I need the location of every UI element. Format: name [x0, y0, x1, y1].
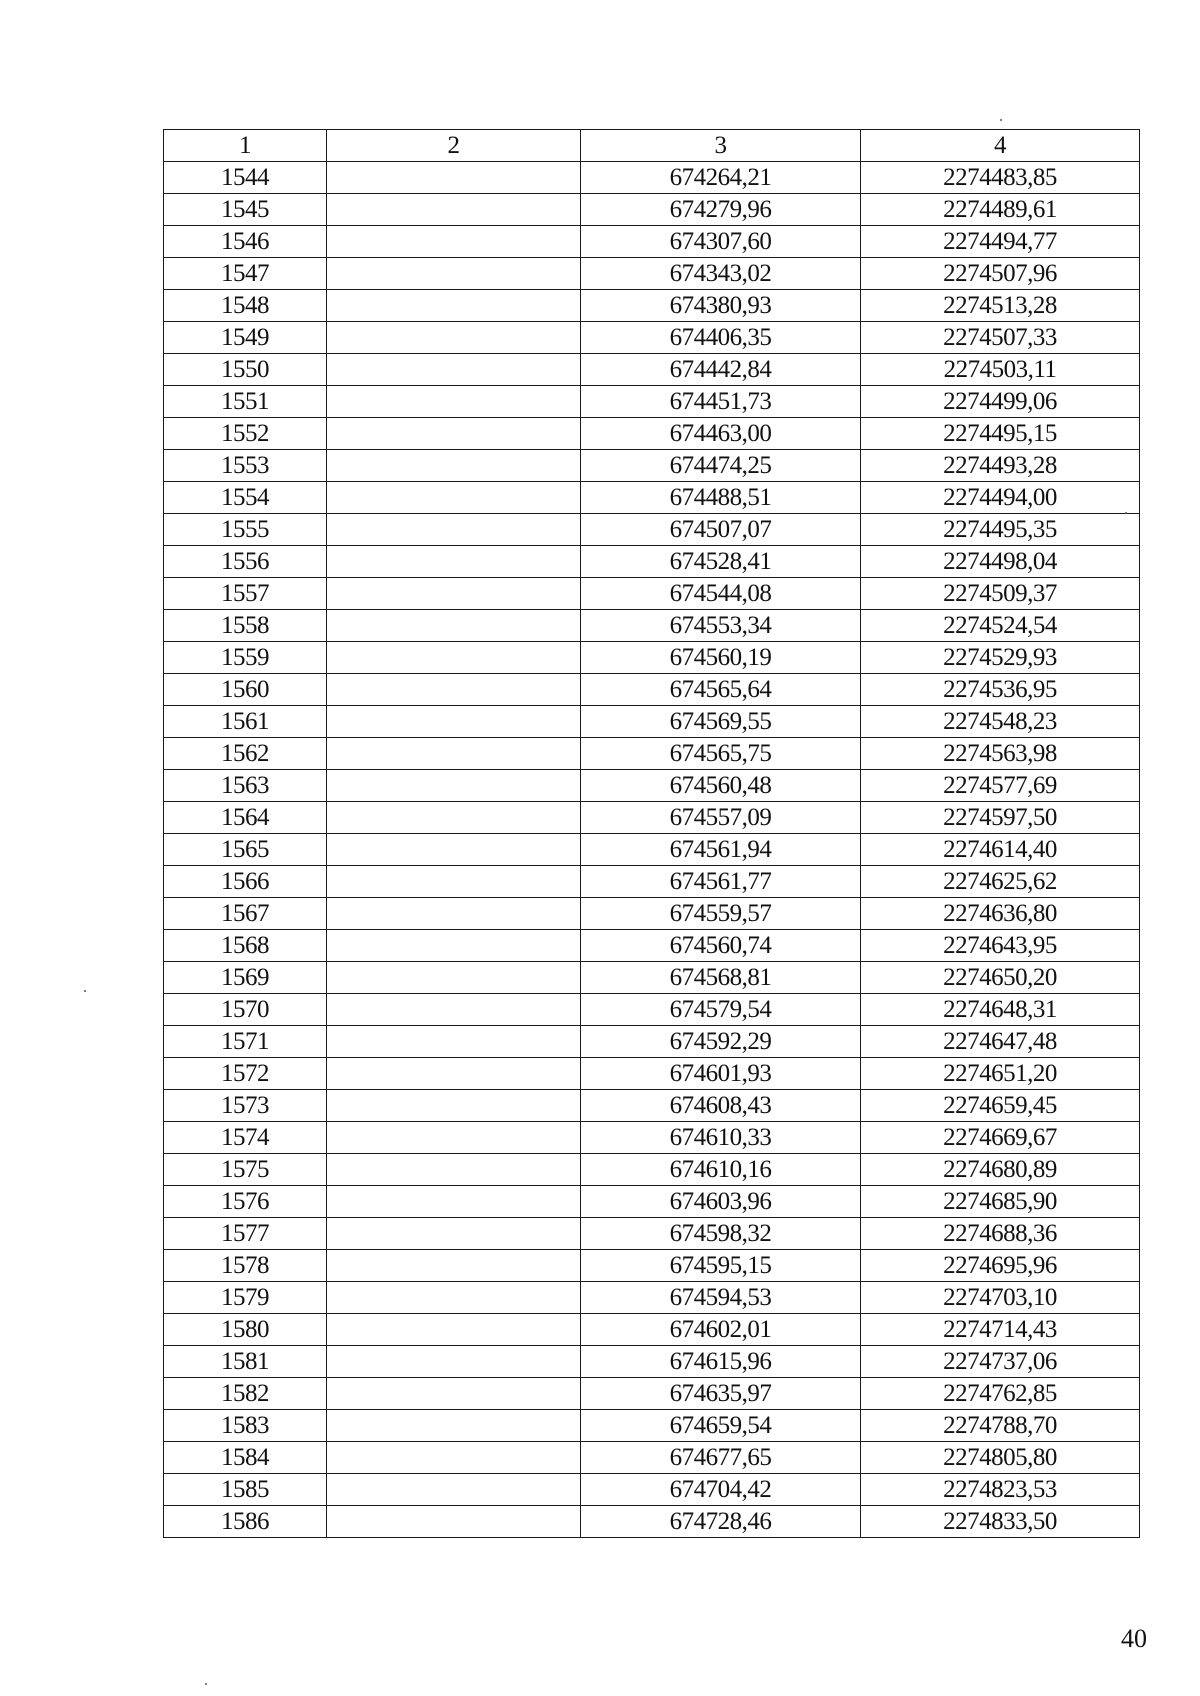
y-coordinate-cell: 2274788,70: [861, 1410, 1140, 1442]
x-coordinate-cell: 674594,53: [581, 1282, 861, 1314]
y-coordinate-cell: 2274524,54: [861, 610, 1140, 642]
point-number-cell: 1555: [164, 514, 327, 546]
x-coordinate-cell: 674507,07: [581, 514, 861, 546]
x-coordinate-cell: 674380,93: [581, 290, 861, 322]
empty-cell: [327, 1474, 581, 1506]
point-number-cell: 1573: [164, 1090, 327, 1122]
x-coordinate-cell: 674598,32: [581, 1218, 861, 1250]
x-coordinate-cell: 674565,64: [581, 674, 861, 706]
x-coordinate-cell: 674307,60: [581, 226, 861, 258]
x-coordinate-cell: 674677,65: [581, 1442, 861, 1474]
x-coordinate-cell: 674463,00: [581, 418, 861, 450]
table-row: [164, 1378, 1140, 1410]
x-coordinate-cell: 674560,48: [581, 770, 861, 802]
coordinates-table: [163, 129, 1140, 1538]
empty-cell: [327, 1250, 581, 1282]
column-header-3: 3: [581, 130, 861, 162]
empty-cell: [327, 802, 581, 834]
x-coordinate-cell: 674406,35: [581, 322, 861, 354]
empty-cell: [327, 1058, 581, 1090]
point-number-cell: 1546: [164, 226, 327, 258]
y-coordinate-cell: 2274833,50: [861, 1506, 1140, 1538]
point-number-cell: 1551: [164, 386, 327, 418]
empty-cell: [327, 674, 581, 706]
empty-cell: [327, 1506, 581, 1538]
point-number-cell: 1562: [164, 738, 327, 770]
table-row: [164, 674, 1140, 706]
y-coordinate-cell: 2274503,11: [861, 354, 1140, 386]
x-coordinate-cell: 674601,93: [581, 1058, 861, 1090]
x-coordinate-cell: 674264,21: [581, 162, 861, 194]
table-row: [164, 866, 1140, 898]
table-row: [164, 1154, 1140, 1186]
table-row: [164, 1314, 1140, 1346]
y-coordinate-cell: 2274563,98: [861, 738, 1140, 770]
point-number-cell: 1548: [164, 290, 327, 322]
table-row: [164, 1218, 1140, 1250]
table-row: [164, 770, 1140, 802]
y-coordinate-cell: 2274625,62: [861, 866, 1140, 898]
y-coordinate-cell: 2274536,95: [861, 674, 1140, 706]
point-number-cell: 1549: [164, 322, 327, 354]
point-number-cell: 1570: [164, 994, 327, 1026]
point-number-cell: 1581: [164, 1346, 327, 1378]
table-row: [164, 354, 1140, 386]
table-row: [164, 482, 1140, 514]
table-header-row: [164, 130, 1140, 162]
x-coordinate-cell: 674592,29: [581, 1026, 861, 1058]
table-row: [164, 514, 1140, 546]
point-number-cell: 1558: [164, 610, 327, 642]
page-number: 40: [1121, 1624, 1147, 1653]
y-coordinate-cell: 2274669,67: [861, 1122, 1140, 1154]
empty-cell: [327, 738, 581, 770]
y-coordinate-cell: 2274495,35: [861, 514, 1140, 546]
empty-cell: [327, 1154, 581, 1186]
table-body: [164, 162, 1140, 1538]
x-coordinate-cell: 674561,77: [581, 866, 861, 898]
point-number-cell: 1578: [164, 1250, 327, 1282]
empty-cell: [327, 1378, 581, 1410]
table-row: [164, 450, 1140, 482]
x-coordinate-cell: 674602,01: [581, 1314, 861, 1346]
x-coordinate-cell: 674488,51: [581, 482, 861, 514]
table-row: [164, 1442, 1140, 1474]
y-coordinate-cell: 2274685,90: [861, 1186, 1140, 1218]
point-number-cell: 1563: [164, 770, 327, 802]
empty-cell: [327, 770, 581, 802]
y-coordinate-cell: 2274614,40: [861, 834, 1140, 866]
empty-cell: [327, 1442, 581, 1474]
scan-speck: [1000, 119, 1002, 121]
table-row: [164, 290, 1140, 322]
table-row: [164, 738, 1140, 770]
empty-cell: [327, 962, 581, 994]
y-coordinate-cell: 2274680,89: [861, 1154, 1140, 1186]
empty-cell: [327, 1314, 581, 1346]
point-number-cell: 1583: [164, 1410, 327, 1442]
table-row: [164, 386, 1140, 418]
empty-cell: [327, 226, 581, 258]
column-header-4: 4: [861, 130, 1140, 162]
empty-cell: [327, 930, 581, 962]
empty-cell: [327, 994, 581, 1026]
y-coordinate-cell: 2274577,69: [861, 770, 1140, 802]
x-coordinate-cell: 674474,25: [581, 450, 861, 482]
point-number-cell: 1577: [164, 1218, 327, 1250]
table-row: [164, 226, 1140, 258]
point-number-cell: 1566: [164, 866, 327, 898]
empty-cell: [327, 258, 581, 290]
scan-speck: [205, 1683, 207, 1685]
x-coordinate-cell: 674451,73: [581, 386, 861, 418]
x-coordinate-cell: 674544,08: [581, 578, 861, 610]
x-coordinate-cell: 674579,54: [581, 994, 861, 1026]
empty-cell: [327, 642, 581, 674]
x-coordinate-cell: 674553,34: [581, 610, 861, 642]
x-coordinate-cell: 674560,19: [581, 642, 861, 674]
y-coordinate-cell: 2274648,31: [861, 994, 1140, 1026]
column-header-2: 2: [327, 130, 581, 162]
y-coordinate-cell: 2274509,37: [861, 578, 1140, 610]
point-number-cell: 1568: [164, 930, 327, 962]
table-row: [164, 1410, 1140, 1442]
x-coordinate-cell: 674569,55: [581, 706, 861, 738]
point-number-cell: 1556: [164, 546, 327, 578]
x-coordinate-cell: 674603,96: [581, 1186, 861, 1218]
table-row: [164, 1026, 1140, 1058]
x-coordinate-cell: 674561,94: [581, 834, 861, 866]
table-row: [164, 1250, 1140, 1282]
point-number-cell: 1585: [164, 1474, 327, 1506]
x-coordinate-cell: 674557,09: [581, 802, 861, 834]
x-coordinate-cell: 674559,57: [581, 898, 861, 930]
empty-cell: [327, 290, 581, 322]
y-coordinate-cell: 2274548,23: [861, 706, 1140, 738]
x-coordinate-cell: 674279,96: [581, 194, 861, 226]
y-coordinate-cell: 2274494,00: [861, 482, 1140, 514]
y-coordinate-cell: 2274688,36: [861, 1218, 1140, 1250]
table-row: [164, 1346, 1140, 1378]
y-coordinate-cell: 2274651,20: [861, 1058, 1140, 1090]
y-coordinate-cell: 2274636,80: [861, 898, 1140, 930]
point-number-cell: 1557: [164, 578, 327, 610]
empty-cell: [327, 1186, 581, 1218]
empty-cell: [327, 386, 581, 418]
y-coordinate-cell: 2274762,85: [861, 1378, 1140, 1410]
point-number-cell: 1561: [164, 706, 327, 738]
table-row: [164, 1122, 1140, 1154]
y-coordinate-cell: 2274513,28: [861, 290, 1140, 322]
table-row: [164, 258, 1140, 290]
point-number-cell: 1545: [164, 194, 327, 226]
empty-cell: [327, 1026, 581, 1058]
empty-cell: [327, 354, 581, 386]
table-row: [164, 1090, 1140, 1122]
y-coordinate-cell: 2274494,77: [861, 226, 1140, 258]
point-number-cell: 1559: [164, 642, 327, 674]
table-row: [164, 706, 1140, 738]
x-coordinate-cell: 674568,81: [581, 962, 861, 994]
column-header-1: 1: [164, 130, 327, 162]
x-coordinate-cell: 674343,02: [581, 258, 861, 290]
y-coordinate-cell: 2274597,50: [861, 802, 1140, 834]
empty-cell: [327, 514, 581, 546]
point-number-cell: 1553: [164, 450, 327, 482]
table-row: [164, 1282, 1140, 1314]
point-number-cell: 1544: [164, 162, 327, 194]
y-coordinate-cell: 2274493,28: [861, 450, 1140, 482]
table-row: [164, 898, 1140, 930]
table-row: [164, 1058, 1140, 1090]
table-row: [164, 418, 1140, 450]
table-row: [164, 802, 1140, 834]
empty-cell: [327, 1282, 581, 1314]
x-coordinate-cell: 674565,75: [581, 738, 861, 770]
point-number-cell: 1547: [164, 258, 327, 290]
y-coordinate-cell: 2274507,33: [861, 322, 1140, 354]
point-number-cell: 1584: [164, 1442, 327, 1474]
y-coordinate-cell: 2274659,45: [861, 1090, 1140, 1122]
table-row: [164, 546, 1140, 578]
table-row: [164, 578, 1140, 610]
point-number-cell: 1560: [164, 674, 327, 706]
x-coordinate-cell: 674560,74: [581, 930, 861, 962]
empty-cell: [327, 322, 581, 354]
x-coordinate-cell: 674528,41: [581, 546, 861, 578]
point-number-cell: 1565: [164, 834, 327, 866]
empty-cell: [327, 418, 581, 450]
y-coordinate-cell: 2274650,20: [861, 962, 1140, 994]
point-number-cell: 1552: [164, 418, 327, 450]
point-number-cell: 1569: [164, 962, 327, 994]
point-number-cell: 1579: [164, 1282, 327, 1314]
point-number-cell: 1572: [164, 1058, 327, 1090]
table-row: [164, 162, 1140, 194]
table-row: [164, 930, 1140, 962]
point-number-cell: 1576: [164, 1186, 327, 1218]
y-coordinate-cell: 2274483,85: [861, 162, 1140, 194]
x-coordinate-cell: 674728,46: [581, 1506, 861, 1538]
x-coordinate-cell: 674608,43: [581, 1090, 861, 1122]
empty-cell: [327, 1090, 581, 1122]
point-number-cell: 1574: [164, 1122, 327, 1154]
empty-cell: [327, 834, 581, 866]
point-number-cell: 1571: [164, 1026, 327, 1058]
empty-cell: [327, 194, 581, 226]
empty-cell: [327, 1346, 581, 1378]
point-number-cell: 1567: [164, 898, 327, 930]
scan-speck: [1125, 512, 1127, 514]
y-coordinate-cell: 2274495,15: [861, 418, 1140, 450]
empty-cell: [327, 1410, 581, 1442]
empty-cell: [327, 546, 581, 578]
y-coordinate-cell: 2274714,43: [861, 1314, 1140, 1346]
empty-cell: [327, 1122, 581, 1154]
table-row: [164, 834, 1140, 866]
point-number-cell: 1550: [164, 354, 327, 386]
empty-cell: [327, 898, 581, 930]
x-coordinate-cell: 674659,54: [581, 1410, 861, 1442]
x-coordinate-cell: 674442,84: [581, 354, 861, 386]
x-coordinate-cell: 674704,42: [581, 1474, 861, 1506]
empty-cell: [327, 1218, 581, 1250]
y-coordinate-cell: 2274737,06: [861, 1346, 1140, 1378]
point-number-cell: 1586: [164, 1506, 327, 1538]
table-row: [164, 1474, 1140, 1506]
table-row: [164, 642, 1140, 674]
y-coordinate-cell: 2274498,04: [861, 546, 1140, 578]
x-coordinate-cell: 674635,97: [581, 1378, 861, 1410]
table-row: [164, 1506, 1140, 1538]
y-coordinate-cell: 2274647,48: [861, 1026, 1140, 1058]
table-row: [164, 1186, 1140, 1218]
point-number-cell: 1582: [164, 1378, 327, 1410]
empty-cell: [327, 450, 581, 482]
table-row: [164, 962, 1140, 994]
y-coordinate-cell: 2274703,10: [861, 1282, 1140, 1314]
point-number-cell: 1580: [164, 1314, 327, 1346]
y-coordinate-cell: 2274489,61: [861, 194, 1140, 226]
table-row: [164, 322, 1140, 354]
empty-cell: [327, 866, 581, 898]
y-coordinate-cell: 2274805,80: [861, 1442, 1140, 1474]
y-coordinate-cell: 2274823,53: [861, 1474, 1140, 1506]
empty-cell: [327, 610, 581, 642]
x-coordinate-cell: 674610,33: [581, 1122, 861, 1154]
scan-speck: [84, 990, 86, 992]
y-coordinate-cell: 2274499,06: [861, 386, 1140, 418]
y-coordinate-cell: 2274529,93: [861, 642, 1140, 674]
x-coordinate-cell: 674610,16: [581, 1154, 861, 1186]
point-number-cell: 1564: [164, 802, 327, 834]
point-number-cell: 1554: [164, 482, 327, 514]
x-coordinate-cell: 674615,96: [581, 1346, 861, 1378]
x-coordinate-cell: 674595,15: [581, 1250, 861, 1282]
point-number-cell: 1575: [164, 1154, 327, 1186]
empty-cell: [327, 162, 581, 194]
table-row: [164, 994, 1140, 1026]
table-row: [164, 610, 1140, 642]
empty-cell: [327, 578, 581, 610]
empty-cell: [327, 482, 581, 514]
y-coordinate-cell: 2274695,96: [861, 1250, 1140, 1282]
y-coordinate-cell: 2274643,95: [861, 930, 1140, 962]
y-coordinate-cell: 2274507,96: [861, 258, 1140, 290]
empty-cell: [327, 706, 581, 738]
table-row: [164, 194, 1140, 226]
